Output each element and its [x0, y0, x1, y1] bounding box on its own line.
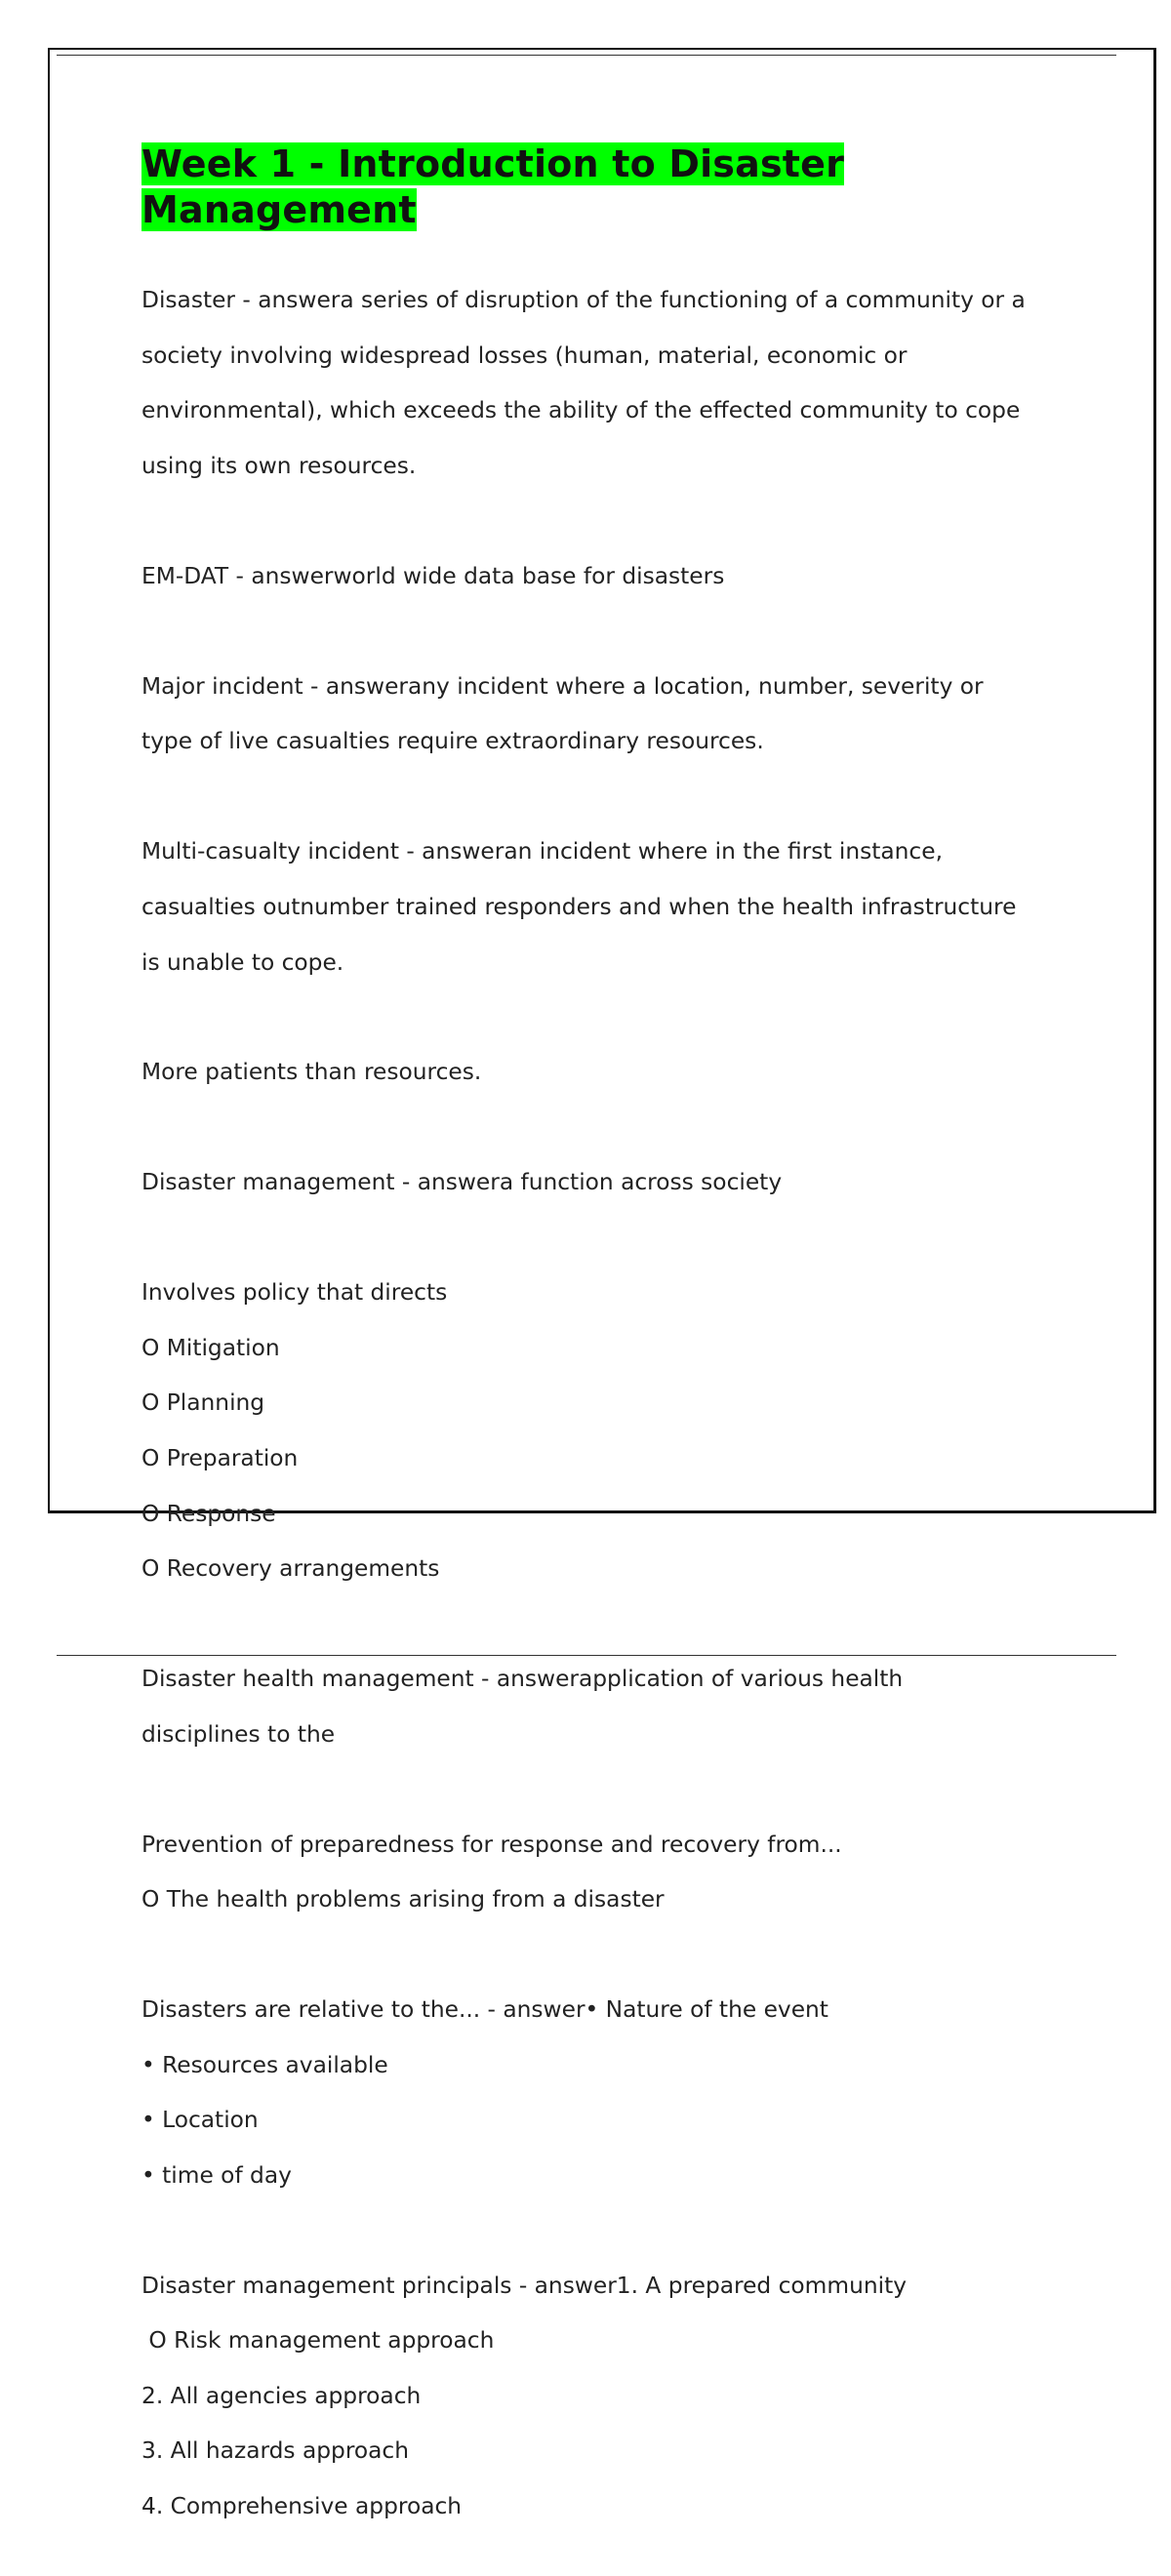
text-line: More patients than resources. [141, 1059, 482, 1086]
text-line: Disaster health management - answerapplication of various health [141, 1666, 904, 1693]
text-line: Major incident - answerany incident where a location, number, severity or [141, 672, 984, 700]
text-line: Disaster management principals - answer1. A prepared community [141, 2272, 907, 2299]
list-item: O Risk management approach [141, 2327, 495, 2355]
paragraph-multi-casualty [141, 811, 1078, 1004]
title-highlight: Week 1 - Introduction to Disaster Management [141, 142, 845, 231]
list-item: O Response [141, 1500, 276, 1527]
paragraph-disaster-management [141, 1142, 1078, 1225]
list-item: O Recovery arrangements [141, 1555, 440, 1583]
text-line: type of live casualties require extraordinary resources. [141, 728, 764, 755]
text-line: Prevention of preparedness for response and recovery from... [141, 1831, 842, 1858]
list-item: • Resources available [141, 2051, 388, 2078]
paragraph-disaster [141, 260, 1078, 508]
paragraph-major-incident [141, 646, 1078, 784]
paragraph-prevention [141, 1803, 1078, 1941]
text-line: Disaster - answera series of disruption of the functioning of a community or a [141, 287, 1026, 314]
paragraph-relative [141, 1969, 1078, 2218]
bottom-rule [57, 1655, 1116, 1656]
text-line: disciplines to the [141, 1720, 336, 1748]
text-line: Disasters are relative to the... - answer• Nature of the event [141, 1996, 828, 2024]
paragraph-policy-list [141, 1252, 1078, 1611]
text-line: Involves policy that directs [141, 1279, 448, 1307]
list-item: • Location [141, 2107, 259, 2134]
page-title [141, 141, 1078, 233]
list-item: 4. Comprehensive approach [141, 2493, 463, 2520]
text-line: using its own resources. [141, 453, 417, 480]
document-body [141, 141, 1078, 2576]
text-line: Disaster management - answera function across society [141, 1169, 783, 1196]
list-item: • time of day [141, 2161, 292, 2189]
paragraph-more-patients [141, 1031, 1078, 1114]
text-line: society involving widespread losses (human, material, economic or [141, 342, 908, 369]
list-item: 3. All hazards approach [141, 2437, 409, 2465]
list-item: O Planning [141, 1389, 265, 1417]
list-item: O Preparation [141, 1444, 299, 1471]
list-item: 2. All agencies approach [141, 2382, 422, 2409]
text-line: Multi-casualty incident - answeran incident where in the first instance, [141, 838, 943, 865]
text-line: casualties outnumber trained responders and when the health infrastructure [141, 893, 1017, 920]
list-item: O Mitigation [141, 1334, 280, 1361]
list-item: O The health problems arising from a disaster [141, 1886, 665, 1913]
text-line: EM-DAT - answerworld wide data base for disasters [141, 562, 725, 589]
paragraph-principals [141, 2244, 1078, 2548]
text-line: environmental), which exceeds the ability of the effected community to cope [141, 397, 1021, 424]
paragraph-em-dat [141, 536, 1078, 619]
text-line: is unable to cope. [141, 948, 344, 976]
